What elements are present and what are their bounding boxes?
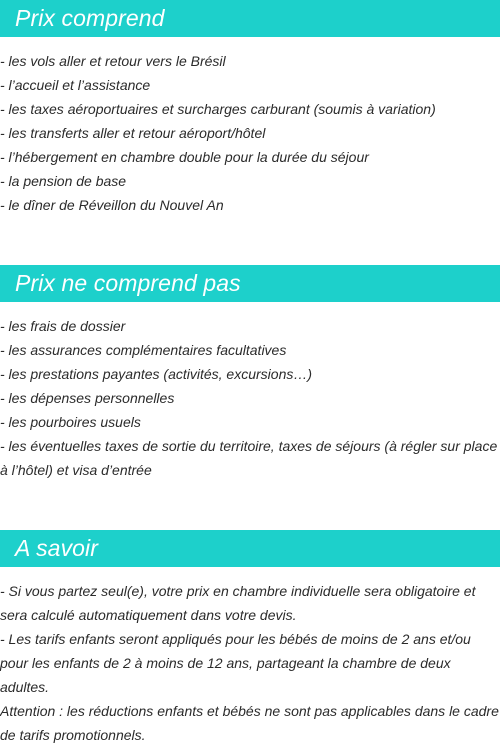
section-good-to-know	[0, 530, 500, 747]
section-title: Prix ne comprend pas	[15, 270, 241, 296]
includes-list	[0, 49, 500, 217]
list-item: - les prestations payantes (activités, excursions…)	[0, 366, 313, 382]
section-price-excludes	[0, 265, 500, 482]
excludes-list	[0, 314, 500, 482]
list-item: - le dîner de Réveillon du Nouvel An	[0, 197, 224, 213]
section-price-includes	[0, 0, 500, 217]
list-item: - les pourboires usuels	[0, 414, 141, 430]
list-item: - Si vous partez seul(e), votre prix en chambre individuelle sera obligatoire et sera calculé automatiquement dans votre devis.	[0, 583, 476, 623]
section-banner	[0, 0, 500, 37]
list-item: - l’accueil et l’assistance	[0, 77, 151, 93]
list-item: - la pension de base	[0, 173, 127, 189]
list-item: - les dépenses personnelles	[0, 390, 175, 406]
section-banner	[0, 265, 500, 302]
list-item: - l’hébergement en chambre double pour la durée du séjour	[0, 149, 369, 165]
info-list	[0, 579, 500, 747]
list-item: - les vols aller et retour vers le Brésil	[0, 53, 226, 69]
list-item: - les taxes aéroportuaires et surcharges carburant (soumis à variation)	[0, 101, 436, 117]
list-item: - Les tarifs enfants seront appliqués pour les bébés de moins de 2 ans et/ou pour les enfants de 2 à moins de 12 ans, partageant la chambre de deux adultes.	[0, 631, 471, 695]
list-item: - les éventuelles taxes de sortie du territoire, taxes de séjours (à régler sur place à l’hôtel) et visa d’entrée	[0, 438, 498, 478]
list-item: - les transferts aller et retour aéroport/hôtel	[0, 125, 266, 141]
section-banner	[0, 530, 500, 567]
list-item: - les frais de dossier	[0, 318, 126, 334]
section-title: Prix comprend	[15, 5, 165, 31]
list-item: - les assurances complémentaires facultatives	[0, 342, 287, 358]
section-title: A savoir	[15, 535, 99, 561]
list-item: Attention : les réductions enfants et bébés ne sont pas applicables dans le cadre de tarifs promotionnels.	[0, 703, 499, 743]
